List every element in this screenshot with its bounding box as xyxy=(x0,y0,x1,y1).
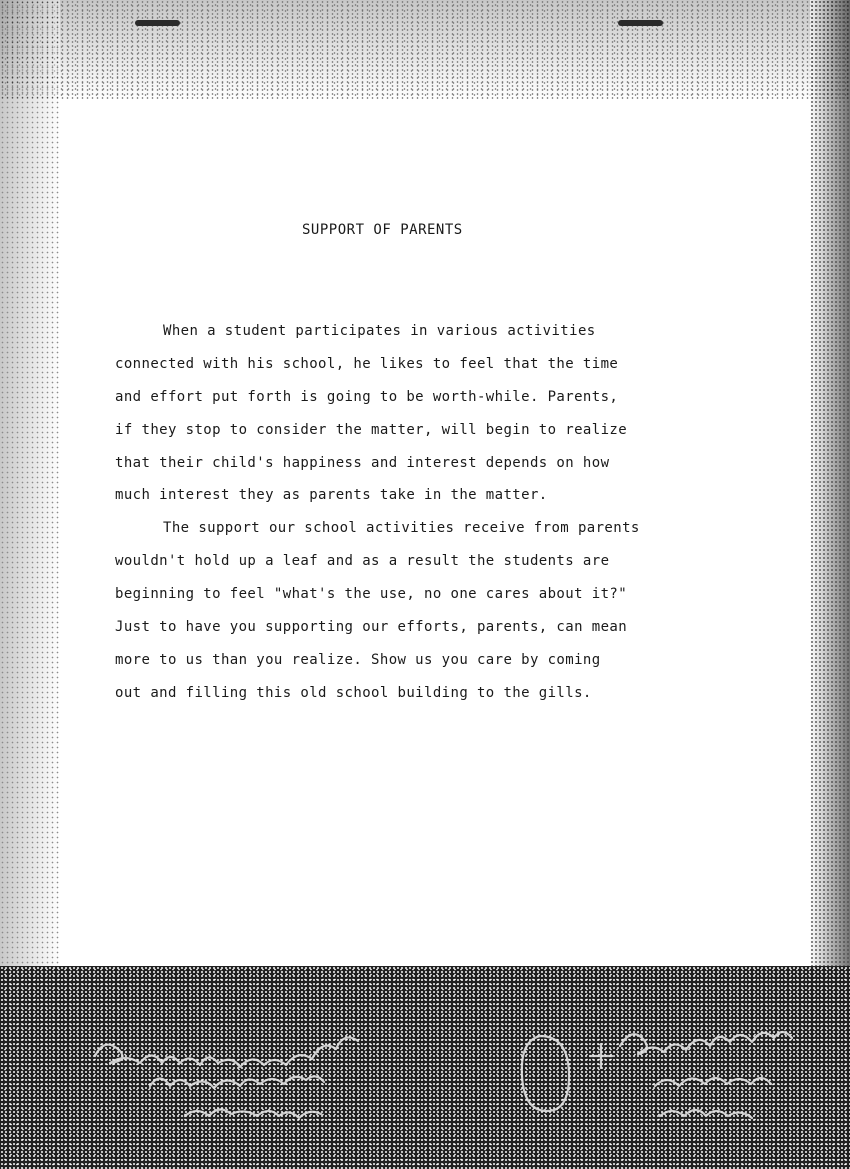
document-title: SUPPORT OF PARENTS xyxy=(302,222,463,238)
staple-mark xyxy=(618,20,663,26)
text-line: more to us than you realize. Show us you care by coming xyxy=(115,652,601,668)
text-line: When a student participates in various activities xyxy=(163,323,596,339)
text-line: beginning to feel "what's the use, no one cares about it?" xyxy=(115,586,628,602)
text-line: The support our school activities receive from parents xyxy=(163,520,640,536)
text-line: much interest they as parents take in the matter. xyxy=(115,487,548,503)
text-line: connected with his school, he likes to feel that the time xyxy=(115,356,619,372)
scan-edge-top xyxy=(0,0,850,100)
text-line: Just to have you supporting our efforts, parents, can mean xyxy=(115,619,628,635)
text-line: wouldn't hold up a leaf and as a result the students are xyxy=(115,553,610,569)
scan-edge-left xyxy=(0,0,60,980)
text-line: if they stop to consider the matter, will begin to realize xyxy=(115,422,628,438)
staple-mark xyxy=(135,20,180,26)
handwriting-strokes xyxy=(0,966,850,1169)
scan-edge-right xyxy=(810,0,850,980)
text-line: that their child's happiness and interest depends on how xyxy=(115,455,610,471)
text-line: out and filling this old school building to the gills. xyxy=(115,685,592,701)
handwritten-notes xyxy=(0,966,850,1169)
text-line: and effort put forth is going to be worth-while. Parents, xyxy=(115,389,619,405)
